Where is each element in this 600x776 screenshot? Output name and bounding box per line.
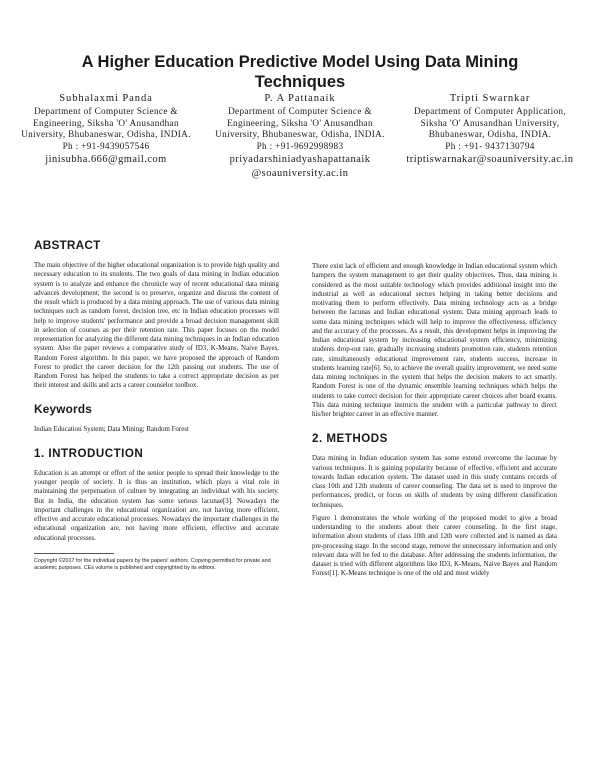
author-block-3 <box>405 93 575 167</box>
author-name: Tripti Swarnkar <box>449 93 531 104</box>
author-name: Subhalaxmi Panda <box>59 93 153 104</box>
author-phone: Ph : +91-9692998983 <box>256 140 344 151</box>
methods-heading: 2. METHODS <box>312 432 388 446</box>
copyright-notice: Copyright ©2017 for the individual papers by the papers' authors. Copying permitted for private and academic purposes. CEs volume is published and copyrighted by its editors. <box>34 557 271 571</box>
author-block-1 <box>21 93 191 167</box>
methods-paragraph-1: Data mining in Indian education system has some extend overcome the lacunae by various techniques. It is gaining popularity because of effective, efficient and accurate towards Indian education system. The dataset used in this study contains records of class 10th and 12th students of career counseling. The data set is used to improve the performances, predict, or focus on skills of students by using different classification techniques. <box>312 454 557 509</box>
right-paragraph: There exist lack of efficient and enough knowledge in Indian educational system which hampers the system management to get their quality objectives. Thus, data mining is considered as the most suitable technology which provides additional insight into the industrial as well as educational sectors helping in taking better decisions and motivating them to perform effectively. Data mining technology acts as a bridge between the lacunas and Indian educational system. Data mining approach leads to some data mining techniques which will help to improve the effectiveness, efficiency and the accuracy of the processes. As a result, this development helps in improving the Indian educational system by increasing educational system efficiency, minimizing students drop-out rate, gradually increasing students promotion rate, students retention rate, simultaneously educational improvement rate, students success, increase in students learning rate[6]. So, to achieve the overall quality improvement, we need some data mining techniques in the system that helps the decision makers to act smartly. Random Forest is one of the dynamic ensemble learning techniques which helps the students to take correct decision for their appropriate career choices after board exams. This data mining technique instructs the student with a particular pathway to direct his/her brighter career in an effective manner. <box>312 262 557 418</box>
author-name: P. A Pattanaik <box>264 93 336 104</box>
author-phone: Ph : +91- 9437130794 <box>445 140 535 151</box>
abstract-heading: ABSTRACT <box>34 238 101 252</box>
author-phone: Ph : +91-9439057546 <box>62 140 150 151</box>
keywords-heading: Keywords <box>34 401 92 416</box>
author-affiliation: Department of Computer Application, Siksha 'O' Anusandhan University, Bhubaneswar, Odisha, INDIA. <box>413 106 567 140</box>
author-affiliation: Department of Computer Science & Engineering, Siksha 'O' Anusandhan University, Bhubaneswar, Odisha, INDIA. <box>215 106 385 140</box>
author-email: priyadarshiniadyashapattanaik @soauniversity.ac.in <box>229 154 371 179</box>
author-email: jinisubha.666@gmail.com <box>45 154 167 166</box>
left-column <box>34 238 279 572</box>
author-email: triptiswarnakar@soauniversity.ac.in <box>406 154 574 166</box>
introduction-text: Education is an attempt or effort of the senior people to spread their knowledge to the younger people of society. It is thus an institution, which plays a vital role in maintaining the perpetuation of culture by integrating an individual with his society. But in India, the education system has some serious lacunae[3]. Nowadays the important challenges in the educational organization are, not having more efficient, effective and accurate educational processes. Nowadays the important challenges in the educational organization are, not having more efficient, effective and accurate educational processes. <box>34 468 279 542</box>
abstract-text: The main objective of the higher educational organization is to provide high quality and necessary education to its students. The two goals of data mining in Indian education system is to analyze and enhance the chronicle way of recent educational data mining advances development; the second is to preserve, organize and discuss the content of the result which is produced by a data mining approach. The use of various data mining techniques such as random forest, decision tree, etc in Indian education processes will help to improve students' performance and provide a broad decision management skill in selection of courses as per their retention rate. This paper focuses on the model representation for analyzing the different data mining techniques in an Indian education system. Also the paper reviews a comparative study of ID3, K-Means, Naive Bayes, Random Forest algorithm. In this paper, we have proposed the approach of Random Forest to predict the career decision for the 12th passing out students. The use of Random Forest has helped the students to take a correct appropriate decision as per their interest and skills and acts a career counselor toolbox. <box>34 261 279 390</box>
methods-paragraph-2: Figure 1 demonstrates the whole working of the proposed model to give a broad understanding to the students about their career counseling. In the first stage, information about students of class 10th and 12th were collected and is named as data pre-processing stage. In the second stage, remove the unnecessary information and only relevant data will be fed to the database. After addressing the students information, the dataset is tried with different algorithms like ID3, K-Means, Naive Bayes and Random Forest[1]. K-Means technique is one of the old and most widely <box>312 513 557 578</box>
paper-title: A Higher Education Predictive Model Using Data Mining Techniques <box>81 53 519 91</box>
author-block-2 <box>215 93 385 180</box>
author-affiliation: Department of Computer Science & Engineering, Siksha 'O' Anusandhan University, Bhubaneswar, Odisha, INDIA. <box>21 106 191 140</box>
footnote-divider <box>34 553 114 554</box>
keywords-text: Indian Education System; Data Mining; Random Forest <box>34 424 189 433</box>
right-column <box>312 262 557 579</box>
introduction-heading: 1. INTRODUCTION <box>34 446 144 460</box>
